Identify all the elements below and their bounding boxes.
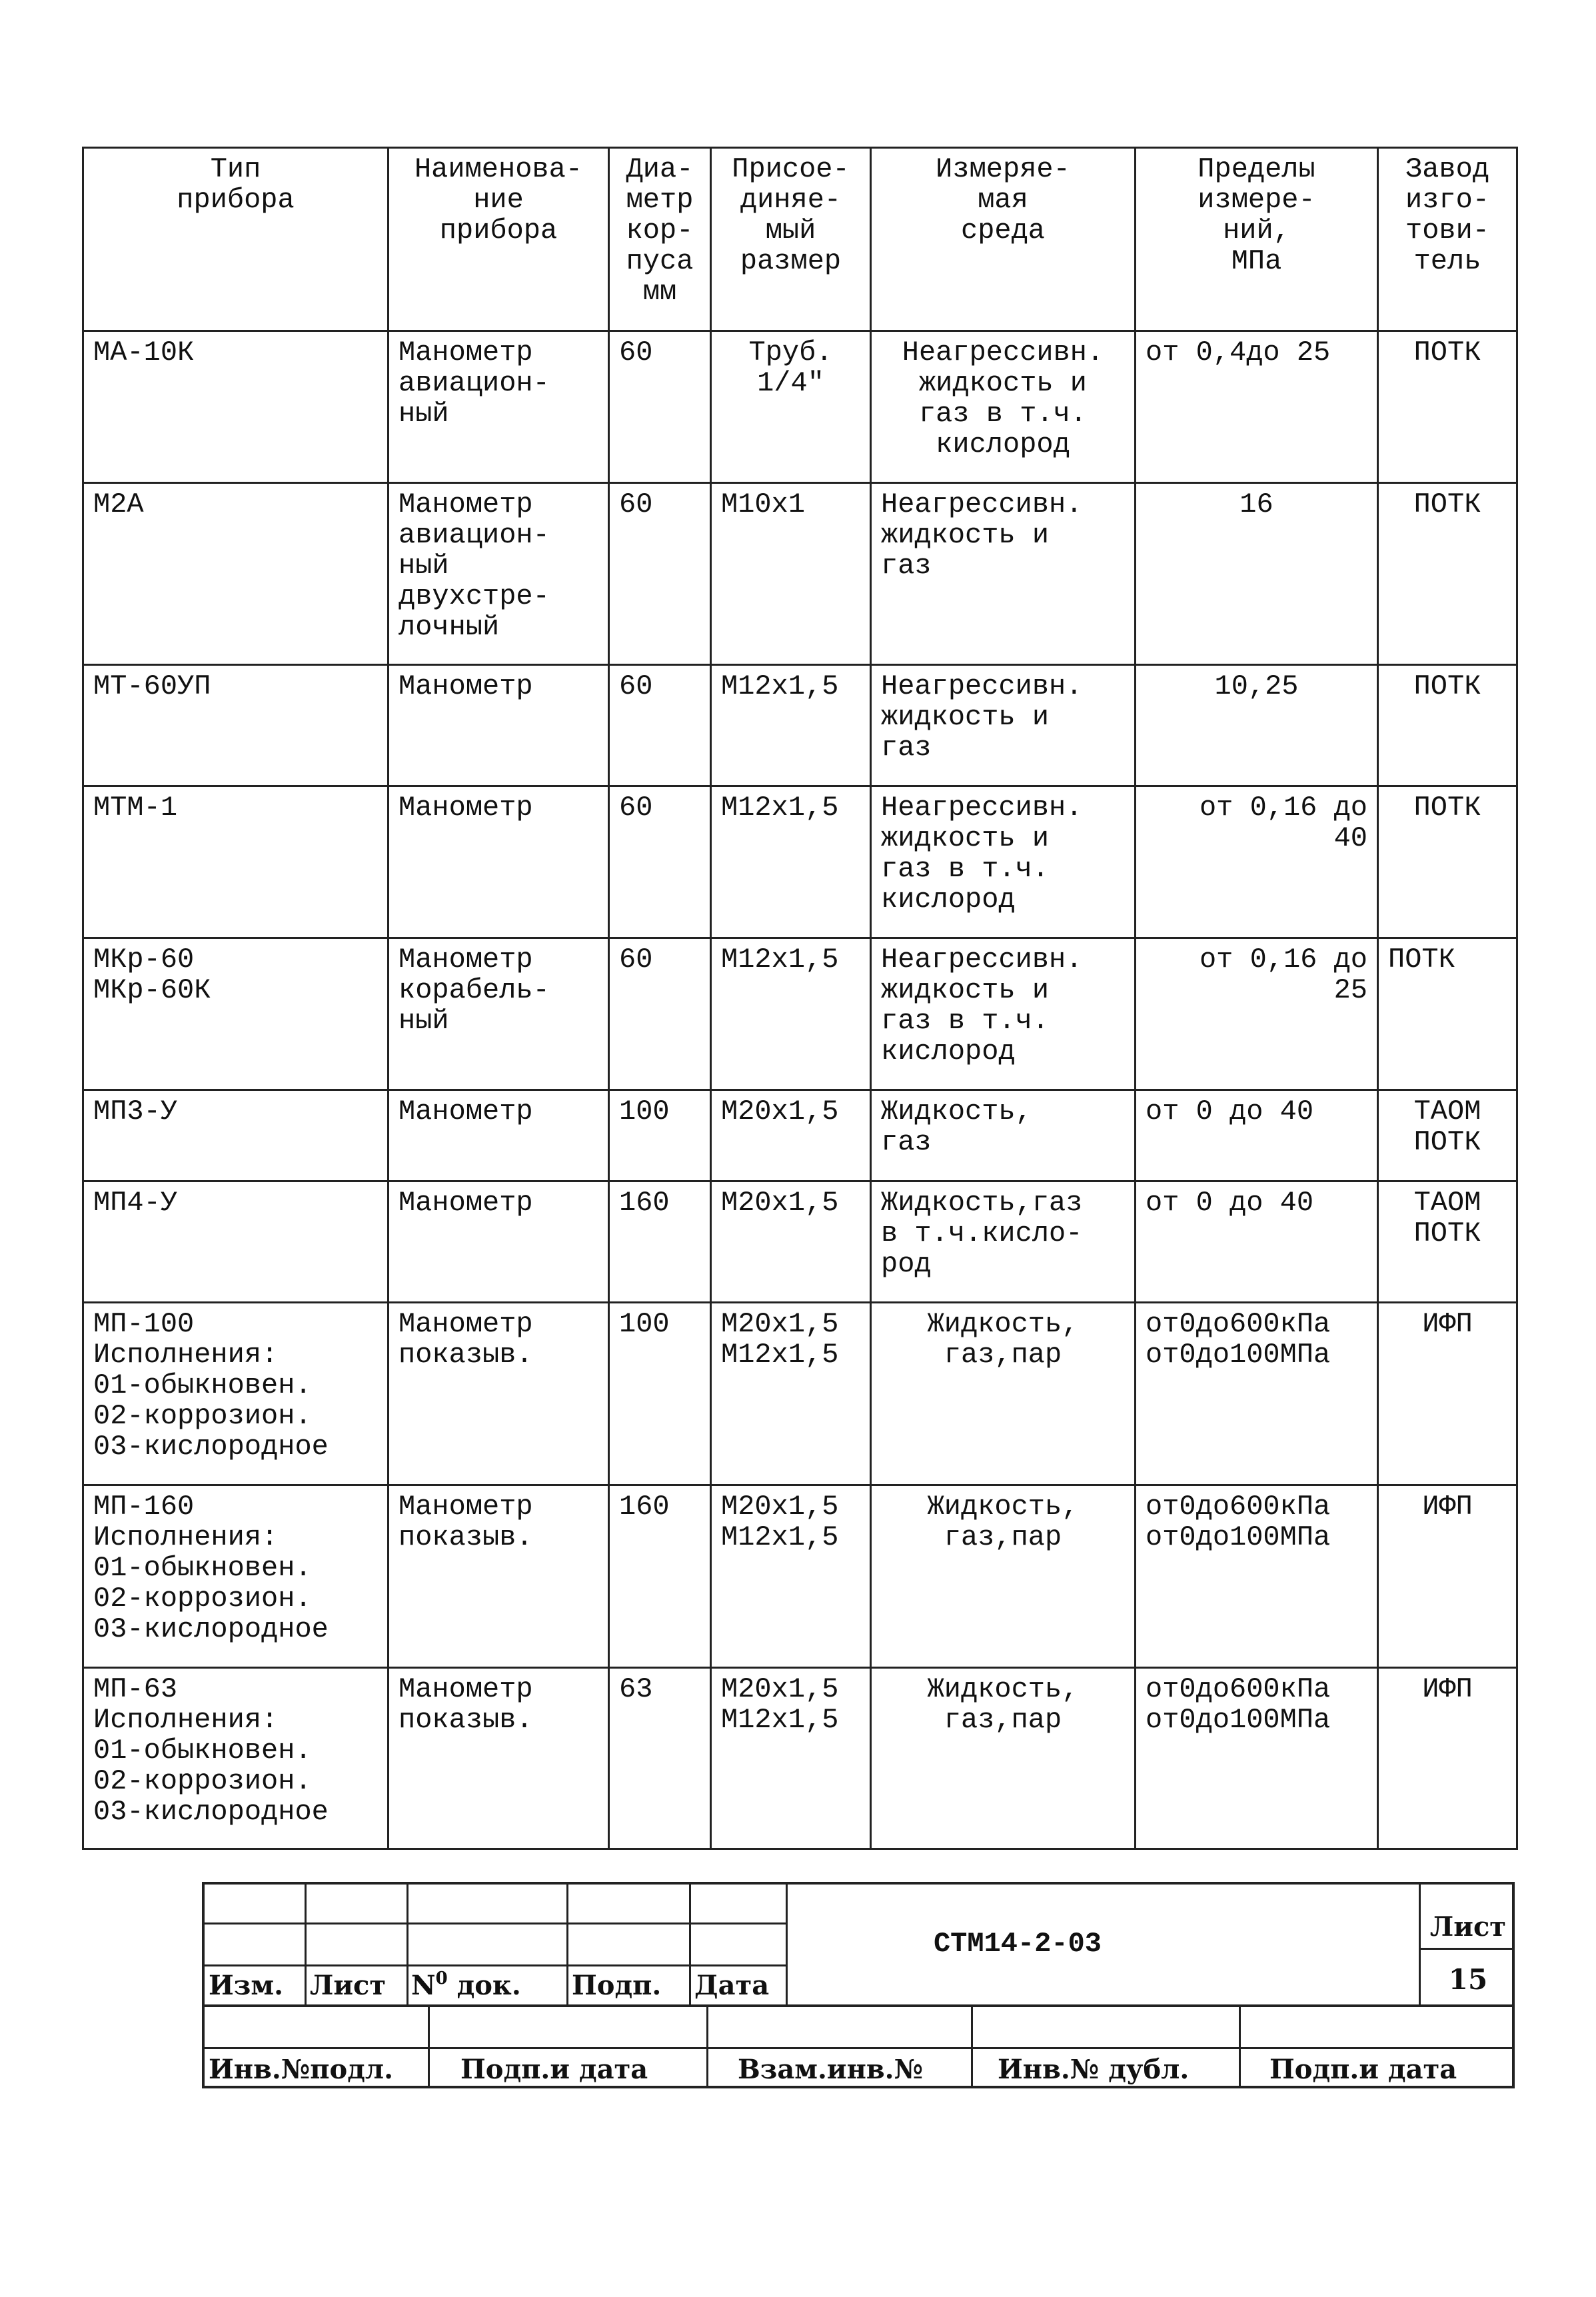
- table-row: [83, 665, 1517, 786]
- cell-medium: Неагрессивн. жидкость и газ в т.ч. кислород: [871, 938, 1136, 1090]
- cell-diameter: 63: [609, 1668, 711, 1849]
- cell-diameter: 100: [609, 1090, 711, 1181]
- cell-limits: от 0,4до 25: [1136, 331, 1378, 483]
- cell-connection-size: М12х1,5: [711, 665, 871, 786]
- cell-medium: Жидкость, газ,пар: [871, 1485, 1136, 1668]
- cell-type: МТМ-1: [83, 786, 389, 938]
- cell-name: Манометр: [389, 665, 609, 786]
- stamp-doc-label: док.: [456, 1970, 521, 2001]
- cell-type: МП3-У: [83, 1090, 389, 1181]
- cell-diameter: 160: [609, 1181, 711, 1303]
- table-row: [83, 1668, 1517, 1849]
- cell-manufacturer: ТАОМ ПОТК: [1378, 1090, 1517, 1181]
- stamp-vzam-inv-label: Взам.инв.№: [738, 2054, 924, 2085]
- cell-name: Манометр авиацион- ный двухстре- лочный: [389, 483, 609, 665]
- cell-medium: Жидкость, газ,пар: [871, 1303, 1136, 1485]
- cell-connection-size: М20х1,5: [711, 1181, 871, 1303]
- cell-limits: 10,25: [1136, 665, 1378, 786]
- stamp-doc-number-label: [411, 1968, 521, 2004]
- table-row: [83, 786, 1517, 938]
- cell-limits: от0до600кПа от0до100МПа: [1136, 1303, 1378, 1485]
- cell-manufacturer: ИФП: [1378, 1485, 1517, 1668]
- cell-limits: от 0,16 до 25: [1136, 938, 1378, 1090]
- cell-limits: от 0 до 40: [1136, 1181, 1378, 1303]
- stamp-podp-data-label: Подп.и дата: [460, 2054, 648, 2085]
- cell-connection-size: М20х1,5 М12х1,5: [711, 1668, 871, 1849]
- cell-name: Манометр: [389, 1181, 609, 1303]
- table-row: [83, 483, 1517, 665]
- cell-diameter: 60: [609, 938, 711, 1090]
- cell-medium: Жидкость, газ: [871, 1090, 1136, 1181]
- cell-name: Манометр: [389, 1090, 609, 1181]
- cell-diameter: 60: [609, 665, 711, 786]
- cell-diameter: 60: [609, 331, 711, 483]
- cell-medium: Жидкость,газ в т.ч.кисло- род: [871, 1181, 1136, 1303]
- cell-type: МП-63 Исполнения: 01-обыкновен. 02-коррозион. 03-кислородное: [83, 1668, 389, 1849]
- cell-name: Манометр авиацион- ный: [389, 331, 609, 483]
- header-name: Наименова- ние прибора: [389, 148, 609, 331]
- cell-manufacturer: ПОТК: [1378, 665, 1517, 786]
- cell-name: Манометр показыв.: [389, 1668, 609, 1849]
- table-row: [83, 938, 1517, 1090]
- cell-limits: от0до600кПа от0до100МПа: [1136, 1668, 1378, 1849]
- stamp-inv-dubl-label: Инв.№ дубл.: [998, 2054, 1190, 2085]
- table-row: [83, 1303, 1517, 1485]
- cell-manufacturer: ТАОМ ПОТК: [1378, 1181, 1517, 1303]
- cell-manufacturer: ПОТК: [1378, 786, 1517, 938]
- header-connection-size: Присое- диняе- мый размер: [711, 148, 871, 331]
- stamp-n-label: N: [411, 1970, 436, 2001]
- cell-limits: 16: [1136, 483, 1378, 665]
- stamp-podp-label: Подп.: [572, 1970, 662, 2001]
- cell-diameter: 60: [609, 483, 711, 665]
- header-medium: Измеряе- мая среда: [871, 148, 1136, 331]
- cell-limits: от0до600кПа от0до100МПа: [1136, 1485, 1378, 1668]
- cell-type: М2А: [83, 483, 389, 665]
- header-limits: Пределы измере- ний, МПа: [1136, 148, 1378, 331]
- cell-limits: от 0 до 40: [1136, 1090, 1378, 1181]
- cell-type: МП4-У: [83, 1181, 389, 1303]
- cell-diameter: 100: [609, 1303, 711, 1485]
- header-diameter: Диа- метр кор- пуса мм: [609, 148, 711, 331]
- cell-name: Манометр показыв.: [389, 1485, 609, 1668]
- cell-medium: Неагрессивн. жидкость и газ в т.ч. кислород: [871, 331, 1136, 483]
- stamp-list-label: Лист: [310, 1970, 387, 2001]
- cell-medium: Неагрессивн. жидкость и газ: [871, 665, 1136, 786]
- table-header-row: [83, 148, 1517, 331]
- cell-connection-size: М12х1,5: [711, 786, 871, 938]
- cell-type: МП-160 Исполнения: 01-обыкновен. 02-коррозион. 03-кислородное: [83, 1485, 389, 1668]
- cell-connection-size: Труб. 1/4": [711, 331, 871, 483]
- sheet-label: Лист: [1429, 1911, 1507, 1942]
- table-row: [83, 1181, 1517, 1303]
- stamp-data-label: Дата: [694, 1970, 770, 2001]
- cell-type: МКр-60 МКр-60К: [83, 938, 389, 1090]
- cell-name: Манометр: [389, 786, 609, 938]
- header-manufacturer: Завод изго- тови- тель: [1378, 148, 1517, 331]
- stamp-izm-label: Изм.: [209, 1970, 283, 2001]
- manometer-table: [82, 147, 1518, 1850]
- cell-type: МП-100 Исполнения: 01-обыкновен. 02-коррозион. 03-кислородное: [83, 1303, 389, 1485]
- cell-connection-size: М10х1: [711, 483, 871, 665]
- table-row: [83, 331, 1517, 483]
- cell-connection-size: М20х1,5 М12х1,5: [711, 1485, 871, 1668]
- document-code: СТМ14-2-03: [933, 1928, 1102, 1960]
- cell-diameter: 160: [609, 1485, 711, 1668]
- cell-medium: Неагрессивн. жидкость и газ в т.ч. кислород: [871, 786, 1136, 938]
- table-row: [83, 1090, 1517, 1181]
- title-block: [202, 1882, 1515, 2088]
- cell-manufacturer: ПОТК: [1378, 331, 1517, 483]
- cell-name: Манометр показыв.: [389, 1303, 609, 1485]
- cell-type: МТ-60УП: [83, 665, 389, 786]
- cell-manufacturer: ИФП: [1378, 1668, 1517, 1849]
- header-type: Тип прибора: [83, 148, 389, 331]
- table-row: [83, 1485, 1517, 1668]
- stamp-n-superscript: 0: [435, 1968, 448, 1988]
- stamp-podp-data-label-2: Подп.и дата: [1269, 2054, 1457, 2085]
- cell-manufacturer: ПОТК: [1378, 483, 1517, 665]
- cell-connection-size: М12х1,5: [711, 938, 871, 1090]
- cell-medium: Неагрессивн. жидкость и газ: [871, 483, 1136, 665]
- stamp-inv-podl-label: Инв.№подл.: [209, 2054, 394, 2085]
- cell-type: МА-10К: [83, 331, 389, 483]
- cell-diameter: 60: [609, 786, 711, 938]
- cell-manufacturer: ИФП: [1378, 1303, 1517, 1485]
- cell-name: Манометр корабель- ный: [389, 938, 609, 1090]
- sheet-number: 15: [1448, 1963, 1488, 1996]
- cell-manufacturer: ПОТК: [1378, 938, 1517, 1090]
- cell-connection-size: М20х1,5: [711, 1090, 871, 1181]
- cell-limits: от 0,16 до 40: [1136, 786, 1378, 938]
- cell-connection-size: М20х1,5 М12х1,5: [711, 1303, 871, 1485]
- cell-medium: Жидкость, газ,пар: [871, 1668, 1136, 1849]
